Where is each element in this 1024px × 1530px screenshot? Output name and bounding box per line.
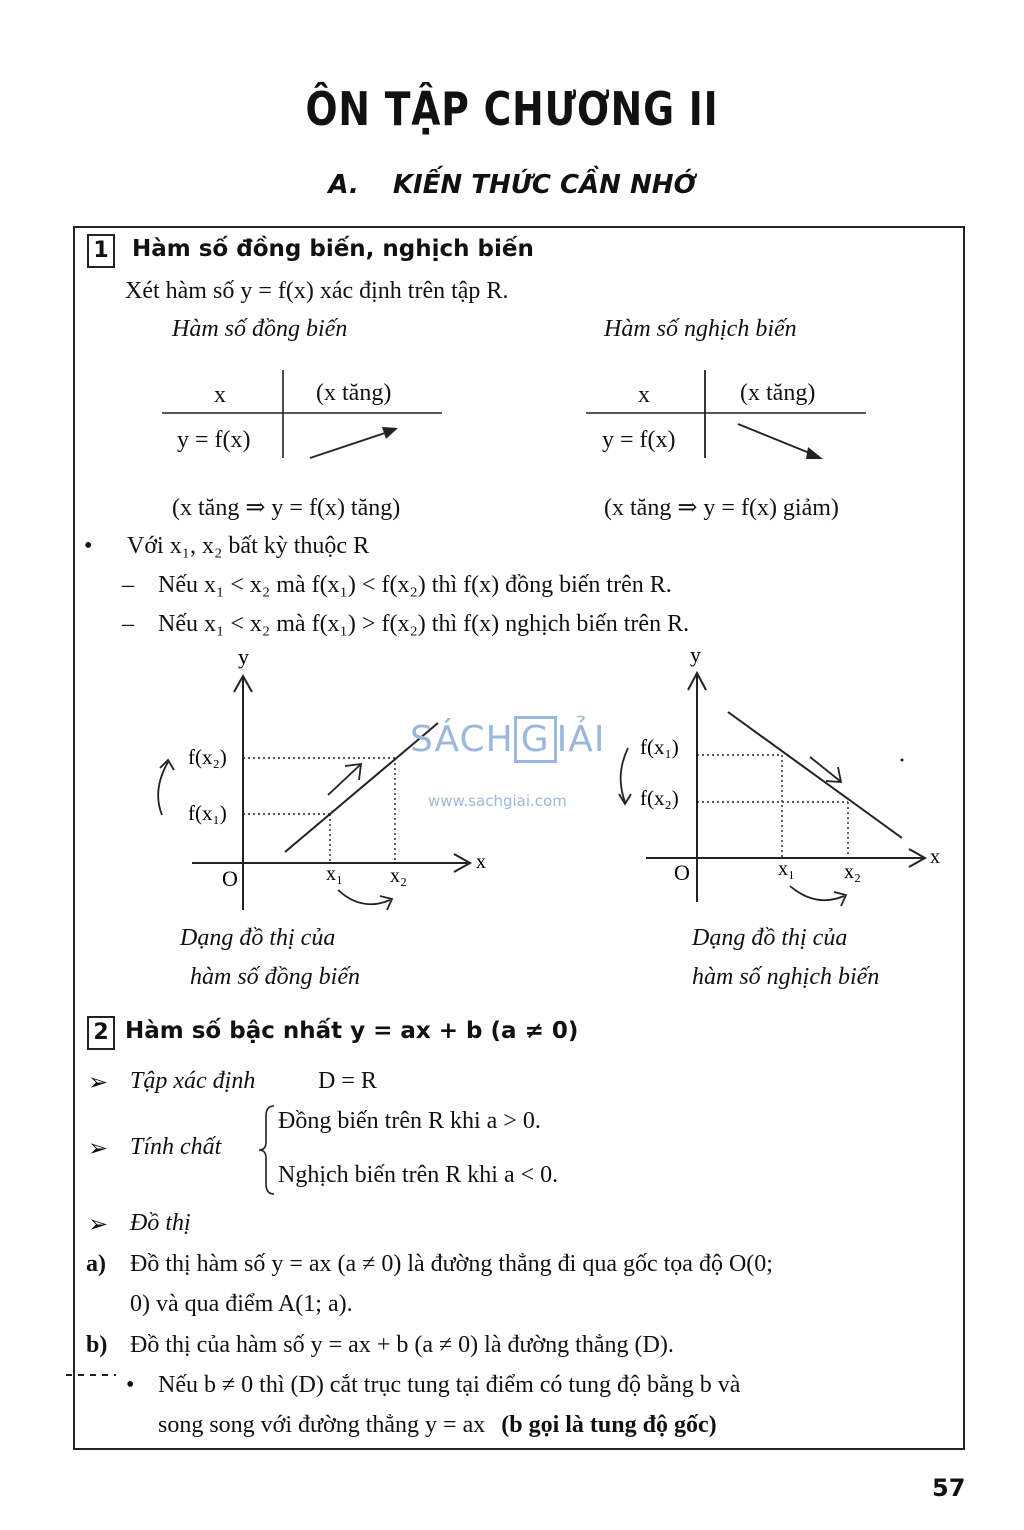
arrow-along-line <box>328 765 360 795</box>
part1-heading: Hàm số đồng biến, nghịch biến <box>132 236 534 262</box>
left-brace <box>256 1104 278 1196</box>
left-table-lines <box>150 366 450 466</box>
y-axis-label: y <box>690 642 701 667</box>
right-table-title: Hàm số nghịch biến <box>604 316 797 342</box>
section-heading <box>0 170 1024 200</box>
graph-label: Đồ thị <box>130 1210 191 1236</box>
decreasing-line <box>728 712 902 838</box>
right-caption-2: hàm số nghịch biến <box>692 964 880 990</box>
part1-intro: Xét hàm số y = f(x) xác định trên tập R. <box>125 278 509 304</box>
x1-label: x₁ <box>326 863 343 885</box>
part1-number-box: 1 <box>87 234 115 268</box>
section-title: KIẾN THỨC CẦN NHỚ <box>392 170 696 200</box>
item-a-line2: 0) và qua điểm A(1; a). <box>130 1291 353 1317</box>
page-number: 57 <box>932 1474 966 1502</box>
left-table-y: y = f(x) <box>177 427 251 453</box>
left-table-title: Hàm số đồng biến <box>172 316 348 342</box>
property-increasing: Đồng biến trên R khi a > 0. <box>278 1108 541 1134</box>
domain-value: D = R <box>318 1068 377 1094</box>
increasing-arrow <box>310 432 388 458</box>
property-decreasing: Nghịch biến trên R khi a < 0. <box>278 1162 559 1188</box>
bullet-dot: • <box>84 533 93 559</box>
bullet-text: Với x₁, x₂ bất kỳ thuộc R <box>127 533 370 559</box>
x2-label: x₂ <box>844 861 861 883</box>
rule-decreasing: Nếu x₁ < x₂ mà f(x₁) > f(x₂) thì f(x) nghịch biến trên R. <box>158 611 690 637</box>
curved-down-arrow <box>621 748 628 802</box>
dash-2: – <box>122 611 134 637</box>
right-table-y: y = f(x) <box>602 427 676 453</box>
x2-label: x₂ <box>390 865 407 887</box>
right-caption-1: Dạng đồ thị của <box>692 925 848 951</box>
item-a-line1: Đồ thị hàm số y = ax (a ≠ 0) là đường thẳng đi qua gốc tọa độ O(0; <box>130 1251 773 1277</box>
arrowhead-bullet-icon: ➢ <box>88 1136 109 1162</box>
item-b-label: b) <box>86 1332 108 1358</box>
graph-decreasing <box>600 640 980 930</box>
item-b-line1: Đồ thị của hàm số y = ax + b (a ≠ 0) là đường thẳng (D). <box>130 1332 674 1358</box>
arrow-along-line <box>810 757 840 781</box>
graph-increasing <box>140 640 520 930</box>
property-label: Tính chất <box>130 1134 222 1160</box>
item-b-bullet-text: song song với đường thẳng y = ax <box>158 1412 486 1438</box>
left-table-conclusion: (x tăng ⇒ y = f(x) tăng) <box>172 495 401 521</box>
origin-label: O <box>674 860 690 885</box>
sub-bullet-dot: • <box>126 1372 135 1398</box>
fx1-label: f(x₁) <box>188 801 227 825</box>
curved-up-arrow <box>158 762 168 815</box>
fx2-label: f(x₂) <box>188 745 227 769</box>
watermark-brand-left: SÁCH <box>410 719 514 760</box>
left-caption-1: Dạng đồ thị của <box>180 925 336 951</box>
watermark-brand-mid: G <box>514 716 557 763</box>
right-table-lines <box>580 366 880 466</box>
origin-label: O <box>222 866 238 891</box>
intercept-note: (b gọi là tung độ gốc) <box>501 1412 717 1438</box>
margin-mark <box>66 1374 116 1376</box>
right-table-x: x <box>638 382 650 408</box>
page-title: ÔN TẬP CHƯƠNG II <box>305 82 719 136</box>
left-caption-2: hàm số đồng biến <box>190 964 360 990</box>
left-table-x-increase: (x tăng) <box>316 380 392 406</box>
section-letter: A. <box>328 170 359 200</box>
fx2-label: f(x₂) <box>640 786 679 810</box>
watermark-brand-right: IẢI <box>556 719 606 760</box>
right-table-conclusion: (x tăng ⇒ y = f(x) giảm) <box>604 495 839 521</box>
fx1-label: f(x₁) <box>640 735 679 759</box>
y-axis-label: y <box>238 644 249 669</box>
x-axis-label: x <box>476 851 486 873</box>
watermark-logo <box>410 716 606 763</box>
left-table-x: x <box>214 382 226 408</box>
domain-label: Tập xác định <box>130 1068 256 1094</box>
part2-number-box: 2 <box>87 1016 115 1050</box>
rule-increasing: Nếu x₁ < x₂ mà f(x₁) < f(x₂) thì f(x) đồng biến trên R. <box>158 572 672 598</box>
arrowhead-bullet-icon: ➢ <box>88 1070 109 1096</box>
item-b-bullet-line1: Nếu b ≠ 0 thì (D) cắt trục tung tại điểm có tung độ bằng b và <box>158 1372 741 1398</box>
x1-label: x₁ <box>778 858 795 880</box>
part2-heading: Hàm số bậc nhất y = ax + b (a ≠ 0) <box>125 1018 579 1044</box>
item-a-label: a) <box>86 1251 106 1277</box>
decreasing-arrow <box>738 424 812 454</box>
watermark-url: www.sachgiai.com <box>428 792 567 810</box>
arrowhead-bullet-icon: ➢ <box>88 1212 109 1238</box>
x-axis-label: x <box>930 846 940 868</box>
dash-1: – <box>122 572 134 598</box>
right-table-x-increase: (x tăng) <box>740 380 816 406</box>
item-b-bullet-line2 <box>158 1412 717 1439</box>
